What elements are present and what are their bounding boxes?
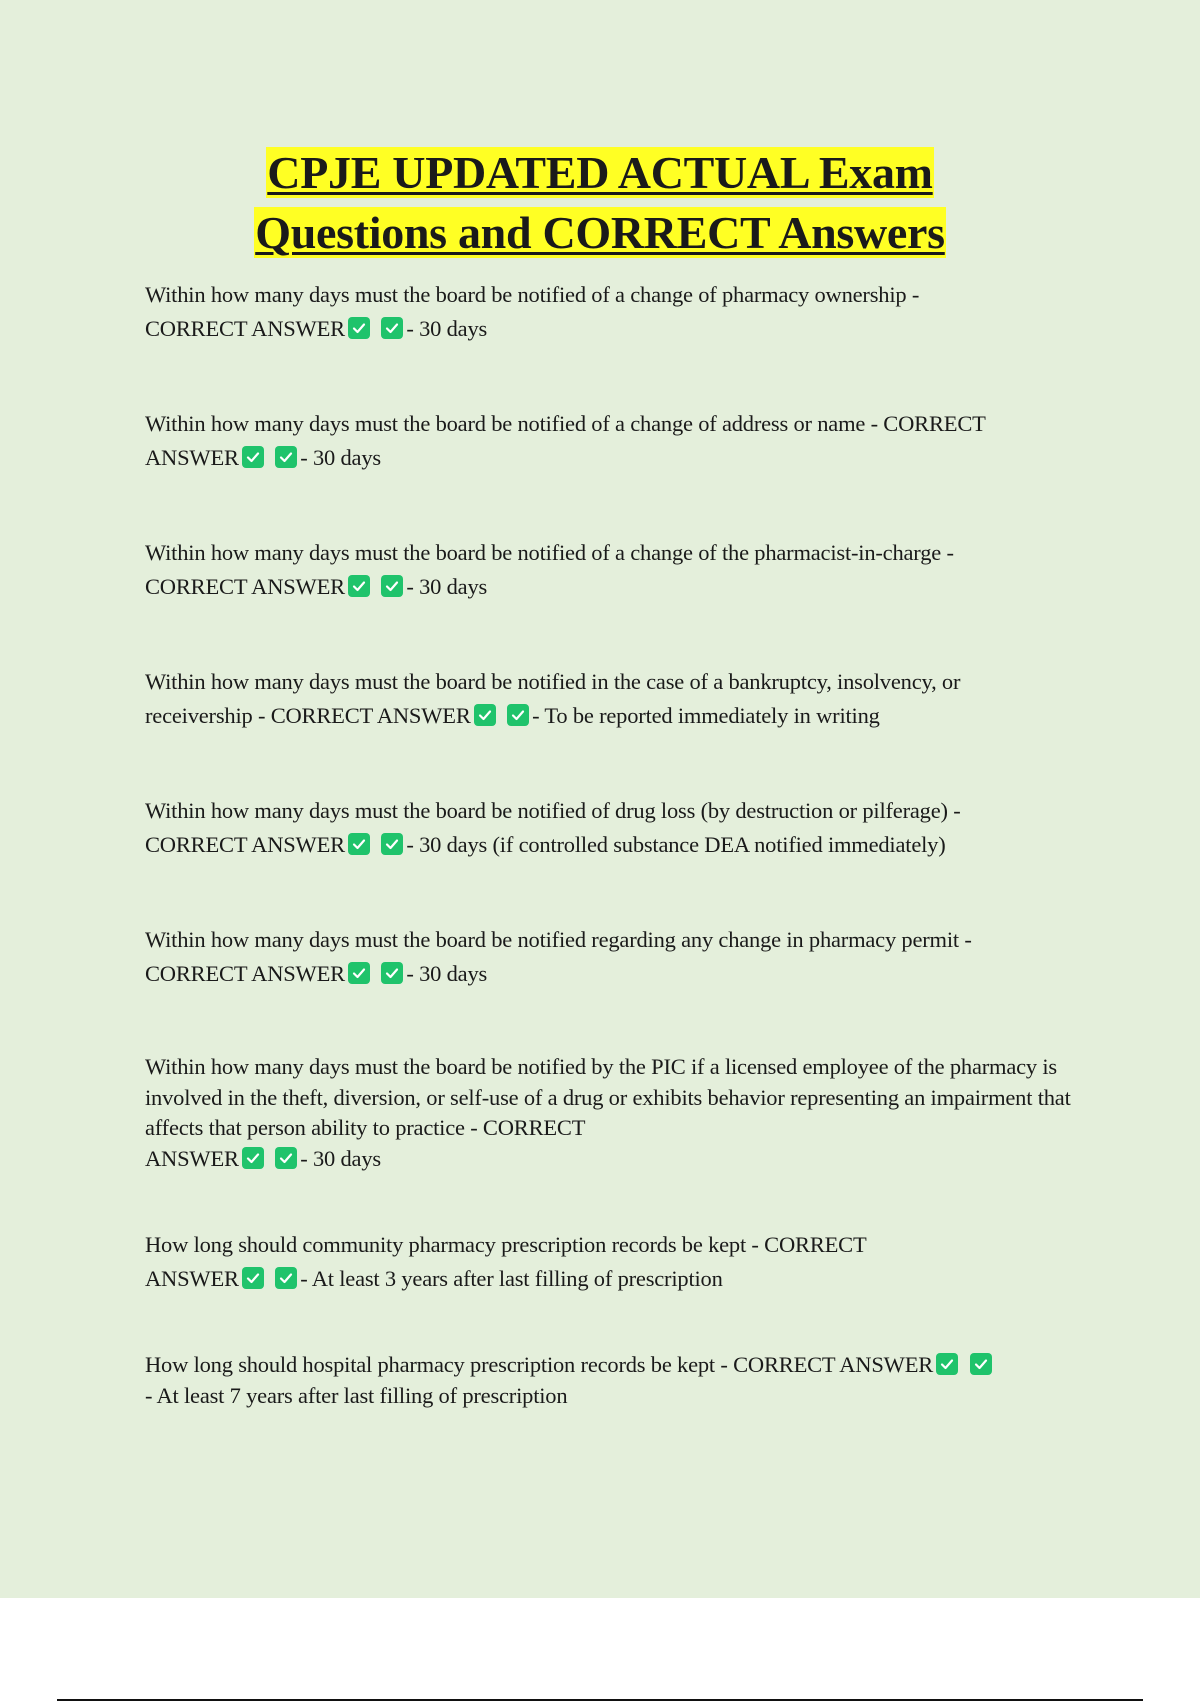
answer-marker: CORRECT ANSWER [145,316,345,341]
question-text: How long should community pharmacy prescription records be kept - CORRECT [145,1232,867,1257]
answer-marker: CORRECT ANSWER [145,961,345,986]
answer-text: - 30 days [300,445,381,470]
answer-marker: CORRECT ANSWER [270,703,471,728]
qa-item [145,536,1085,604]
qa-item [145,1350,1085,1411]
check-mark-icon [381,317,403,339]
qa-item [145,923,1085,991]
question-text: Within how many days must the board be notified by the PIC if a licensed employee of the pharmacy is involved in the theft, diversion, or self-use of a drug or exhibits behavior representing an impairment that affects that person ability to practice - CORRECT [145,1054,1071,1140]
question-text: Within how many days must the board be notified of a change of the pharmacist-in-charge - [145,540,954,565]
check-mark-icon [275,446,297,468]
question-text: Within how many days must the board be notified in the case of a bankruptcy, insolvency, or [145,669,961,694]
answer-text: - 30 days [300,1145,381,1171]
question-text: Within how many days must the board be notified of a change of pharmacy ownership - [145,282,920,307]
check-mark-icon [381,833,403,855]
answer-marker: ANSWER [145,445,239,470]
page-gap [0,1598,1200,1700]
answer-text: - To be reported immediately in writing [532,703,880,728]
answer-text: - At least 3 years after last filling of prescription [300,1266,723,1291]
title-line-1: CPJE UPDATED ACTUAL Exam [267,147,933,198]
title-line-2: Questions and CORRECT Answers [255,207,945,258]
title-block [0,143,1200,263]
answer-text: - At least 7 years after last filling of prescription [145,1382,568,1408]
answer-text: - 30 days (if controlled substance DEA notified immediately) [406,832,946,857]
qa-item [145,794,1085,862]
question-text: How long should hospital pharmacy prescription records be kept - CORRECT ANSWER [145,1352,934,1377]
check-mark-icon [275,1147,297,1169]
check-mark-icon [474,704,496,726]
check-mark-icon [242,1147,264,1169]
qa-list [145,278,1085,1472]
check-mark-icon [970,1353,992,1375]
check-mark-icon [348,833,370,855]
qa-item [145,1228,1085,1296]
answer-text: - 30 days [406,574,488,599]
qa-item [145,407,1085,475]
qa-item [145,665,1085,733]
qa-item [145,1052,1085,1174]
answer-text: - 30 days [406,316,488,341]
question-text: Within how many days must the board be notified of drug loss (by destruction or pilferage) - [145,798,961,823]
answer-text: - 30 days [406,961,488,986]
check-mark-icon [348,317,370,339]
check-mark-icon [275,1267,297,1289]
question-text: Within how many days must the board be notified of a change of address or name - CORRECT [145,411,986,436]
check-mark-icon [242,446,264,468]
answer-marker: ANSWER [145,1145,239,1171]
check-mark-icon [936,1353,958,1375]
answer-marker: CORRECT ANSWER [145,574,345,599]
document-title [254,143,946,263]
check-mark-icon [507,704,529,726]
question-text-continued: receivership - [145,703,271,728]
check-mark-icon [348,575,370,597]
answer-marker: ANSWER [145,1266,239,1291]
answer-marker: CORRECT ANSWER [145,832,345,857]
check-mark-icon [348,962,370,984]
check-mark-icon [381,575,403,597]
check-mark-icon [242,1267,264,1289]
question-text: Within how many days must the board be notified regarding any change in pharmacy permit - [145,927,972,952]
check-mark-icon [381,962,403,984]
qa-item [145,278,1085,346]
